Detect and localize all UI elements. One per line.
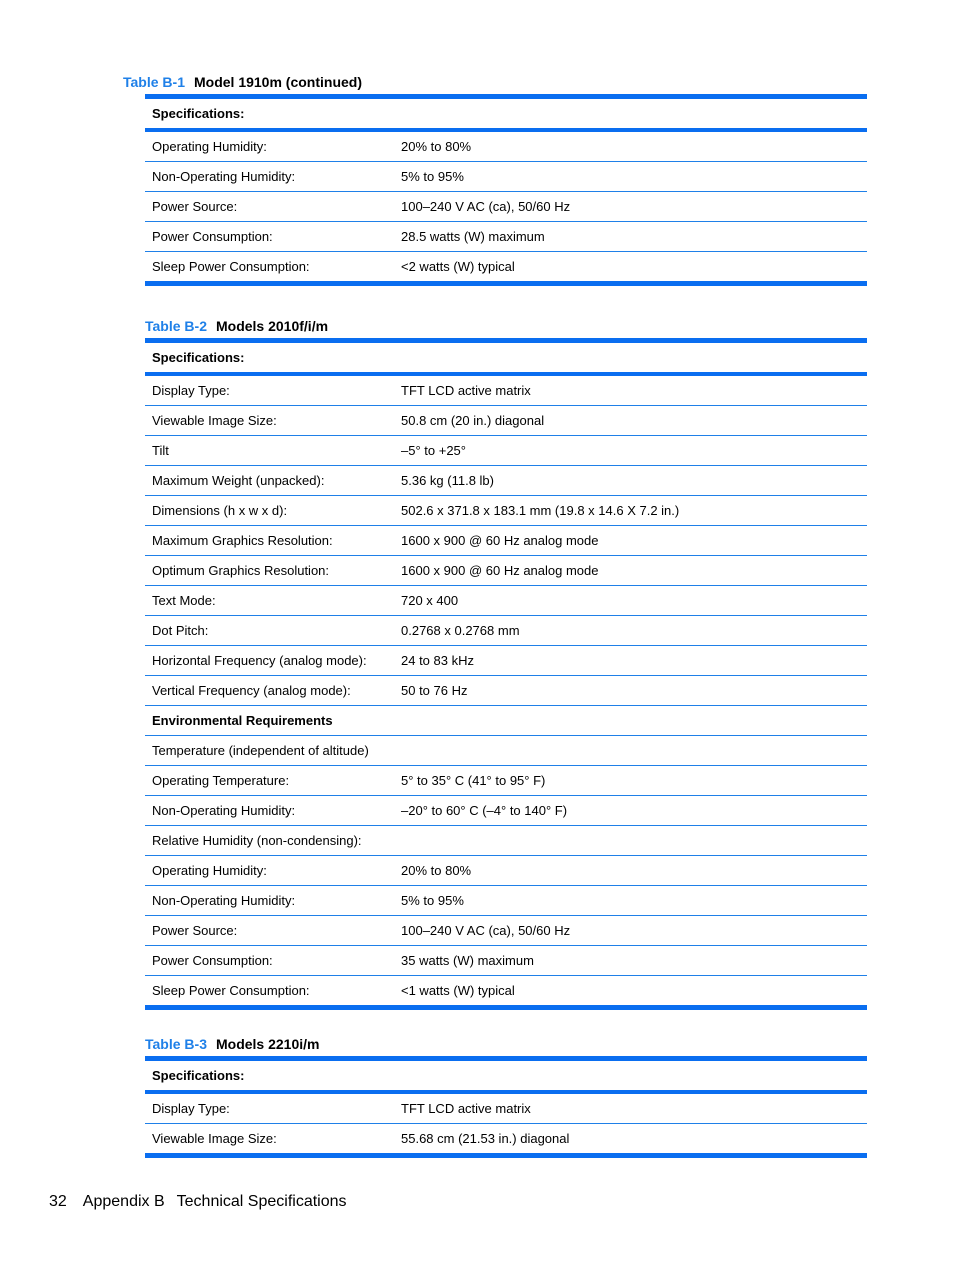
row-value: 502.6 x 371.8 x 183.1 mm (19.8 x 14.6 X 7.2 in.) <box>394 496 867 526</box>
row-label: Viewable Image Size: <box>145 406 394 436</box>
row-value: 20% to 80% <box>394 856 867 886</box>
section-heading: Environmental Requirements <box>145 706 867 736</box>
table-row <box>145 976 867 1008</box>
row-value: 5% to 95% <box>394 886 867 916</box>
table-subsection-row <box>145 736 867 766</box>
table-row <box>145 374 867 406</box>
table-b1-number: Table B-1 <box>123 74 185 90</box>
row-value: 720 x 400 <box>394 586 867 616</box>
row-value: 100–240 V AC (ca), 50/60 Hz <box>394 916 867 946</box>
table-row <box>145 556 867 586</box>
table-row <box>145 436 867 466</box>
table-b1-title: Model 1910m (continued) <box>193 74 363 90</box>
table-row <box>145 252 867 284</box>
table-row <box>145 1124 867 1156</box>
table-row <box>145 886 867 916</box>
row-value: 50.8 cm (20 in.) diagonal <box>394 406 867 436</box>
row-value: 1600 x 900 @ 60 Hz analog mode <box>394 556 867 586</box>
table-header-row <box>145 97 867 131</box>
row-label: Power Consumption: <box>145 946 394 976</box>
table-row <box>145 856 867 886</box>
table-b2 <box>145 338 867 1010</box>
table-row <box>145 162 867 192</box>
row-value: 5° to 35° C (41° to 95° F) <box>394 766 867 796</box>
subsection-label: Relative Humidity (non-condensing): <box>145 826 867 856</box>
row-value: <2 watts (W) typical <box>394 252 867 284</box>
row-label: Dot Pitch: <box>145 616 394 646</box>
table-row <box>145 946 867 976</box>
row-label: Power Source: <box>145 192 394 222</box>
row-value: 24 to 83 kHz <box>394 646 867 676</box>
table-row <box>145 616 867 646</box>
table-b3 <box>145 1056 867 1158</box>
row-label: Horizontal Frequency (analog mode): <box>145 646 394 676</box>
table-row <box>145 496 867 526</box>
table-b3-caption <box>145 1036 319 1052</box>
row-value: TFT LCD active matrix <box>394 1092 867 1124</box>
row-label: Tilt <box>145 436 394 466</box>
row-label: Maximum Weight (unpacked): <box>145 466 394 496</box>
table-row <box>145 646 867 676</box>
subsection-label: Temperature (independent of altitude) <box>145 736 867 766</box>
table-header-row <box>145 341 867 375</box>
row-value: TFT LCD active matrix <box>394 374 867 406</box>
row-label: Dimensions (h x w x d): <box>145 496 394 526</box>
table-b3-number: Table B-3 <box>145 1036 207 1052</box>
row-label: Operating Humidity: <box>145 856 394 886</box>
table-subsection-row <box>145 826 867 856</box>
row-label: Power Consumption: <box>145 222 394 252</box>
row-label: Display Type: <box>145 1092 394 1124</box>
table-row <box>145 796 867 826</box>
row-label: Text Mode: <box>145 586 394 616</box>
row-label: Operating Temperature: <box>145 766 394 796</box>
row-label: Optimum Graphics Resolution: <box>145 556 394 586</box>
row-value: –20° to 60° C (–4° to 140° F) <box>394 796 867 826</box>
row-label: Non-Operating Humidity: <box>145 886 394 916</box>
row-value: 5% to 95% <box>394 162 867 192</box>
page-number: 32 <box>49 1193 67 1210</box>
row-label: Sleep Power Consumption: <box>145 976 394 1008</box>
row-value: 55.68 cm (21.53 in.) diagonal <box>394 1124 867 1156</box>
table-row <box>145 526 867 556</box>
table-b3-title: Models 2210i/m <box>215 1036 320 1052</box>
table-b2-caption <box>145 318 328 334</box>
page-footer <box>49 1192 347 1211</box>
row-label: Maximum Graphics Resolution: <box>145 526 394 556</box>
table-row <box>145 406 867 436</box>
table-row <box>145 466 867 496</box>
row-value: 5.36 kg (11.8 lb) <box>394 466 867 496</box>
table-header-cell: Specifications: <box>145 1059 867 1093</box>
row-value: 35 watts (W) maximum <box>394 946 867 976</box>
table-row <box>145 1092 867 1124</box>
footer-title: Technical Specifications <box>176 1193 347 1210</box>
row-label: Power Source: <box>145 916 394 946</box>
row-value: 50 to 76 Hz <box>394 676 867 706</box>
table-row <box>145 192 867 222</box>
footer-section: Appendix B <box>82 1193 165 1210</box>
table-b2-number: Table B-2 <box>145 318 207 334</box>
table-row <box>145 916 867 946</box>
row-label: Vertical Frequency (analog mode): <box>145 676 394 706</box>
table-b1-caption <box>123 74 362 90</box>
table-header-cell: Specifications: <box>145 97 867 131</box>
row-value: 0.2768 x 0.2768 mm <box>394 616 867 646</box>
row-label: Display Type: <box>145 374 394 406</box>
row-value: 100–240 V AC (ca), 50/60 Hz <box>394 192 867 222</box>
row-label: Sleep Power Consumption: <box>145 252 394 284</box>
table-section-row <box>145 706 867 736</box>
row-value: 1600 x 900 @ 60 Hz analog mode <box>394 526 867 556</box>
row-value: 20% to 80% <box>394 130 867 162</box>
row-label: Operating Humidity: <box>145 130 394 162</box>
row-label: Viewable Image Size: <box>145 1124 394 1156</box>
row-value: 28.5 watts (W) maximum <box>394 222 867 252</box>
row-value: –5° to +25° <box>394 436 867 466</box>
table-row <box>145 766 867 796</box>
table-row <box>145 586 867 616</box>
row-label: Non-Operating Humidity: <box>145 162 394 192</box>
table-row <box>145 222 867 252</box>
table-b1 <box>145 94 867 286</box>
row-value: <1 watts (W) typical <box>394 976 867 1008</box>
table-row <box>145 676 867 706</box>
table-header-cell: Specifications: <box>145 341 867 375</box>
table-row <box>145 130 867 162</box>
row-label: Non-Operating Humidity: <box>145 796 394 826</box>
table-header-row <box>145 1059 867 1093</box>
table-b2-title: Models 2010f/i/m <box>215 318 329 334</box>
